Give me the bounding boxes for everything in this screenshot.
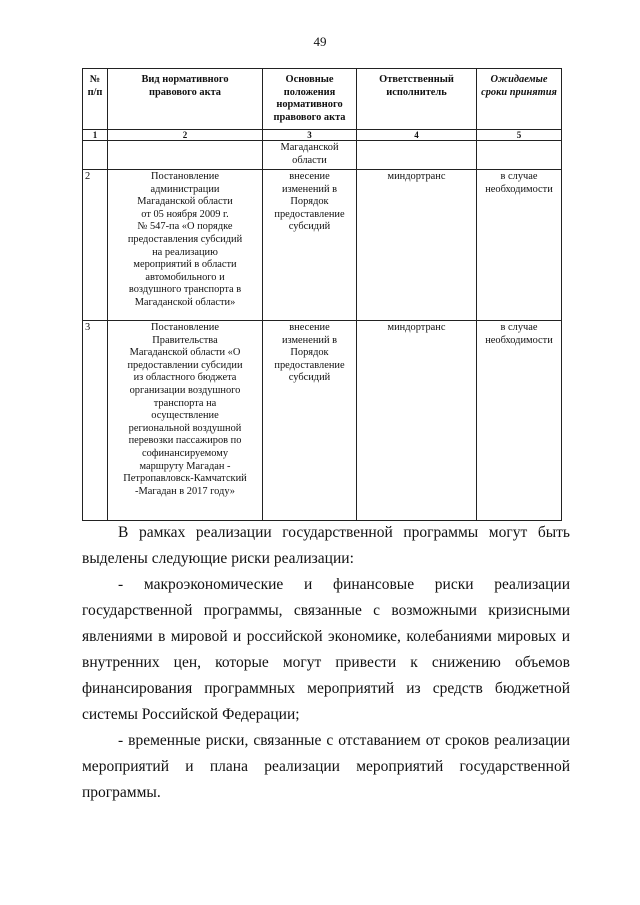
- macro-risks-paragraph: - макроэкономические и финансовые риски реализации государственной программы, связанные с возможными кризисными явлениями в мировой и российской экономике, колебаниями мировых и внутренних цен, которые могут привести к снижению объемов финансирования программных мероприятий из средств бюджетной системы Российской Федерации;: [82, 576, 570, 723]
- provisions-cell: внесение изменений в Порядок предоставление субсидий: [263, 321, 357, 521]
- risks-intro-paragraph: В рамках реализации государственной программы могут быть выделены следующие риски реализации:: [82, 524, 570, 567]
- row-number: 3: [83, 321, 108, 521]
- header-expected-terms: Ожидаемые сроки принятия: [477, 69, 562, 130]
- provisions-cell: внесение изменений в Порядок предоставление субсидий: [263, 170, 357, 321]
- column-number: 4: [357, 130, 477, 141]
- term-cell: в случае необходимости: [477, 321, 562, 521]
- header-provisions: Основные положения нормативного правового акта: [263, 69, 357, 130]
- row-number: 2: [83, 170, 108, 321]
- table-row: [83, 321, 562, 521]
- header-act-type: Вид нормативного правового акта: [108, 69, 263, 130]
- row-number: [83, 141, 108, 170]
- header-number: № п/п: [83, 69, 108, 130]
- executor-cell: миндортранс: [357, 321, 477, 521]
- normative-acts-table: [82, 68, 562, 521]
- act-type-cell: [108, 141, 263, 170]
- provisions-cell: Магаданской области: [263, 141, 357, 170]
- act-type-cell: Постановление администрации Магаданской области от 05 ноября 2009 г. № 547-па «О порядке предоставления субсидий на реализацию мероприятий в области автомобильного и воздушного транспорта в Магаданской области»: [108, 170, 263, 321]
- table-row: [83, 170, 562, 321]
- page-number: 49: [313, 34, 327, 49]
- term-cell: [477, 141, 562, 170]
- column-number: 5: [477, 130, 562, 141]
- act-type-cell: Постановление Правительства Магаданской области «О предоставлении субсидии из областного бюджета организации воздушного транспорта на осуществление региональной воздушной перевозки пассажиров по софинансируемому маршруту Магадан - Петропавловск-Камчатский -Магадан в 2017 году»: [108, 321, 263, 521]
- time-risks-paragraph: - временные риски, связанные с отставанием от сроков реализации мероприятий и плана реализации мероприятий государственной программы.: [82, 732, 570, 801]
- column-numbers-row: [83, 130, 562, 141]
- column-number: 1: [83, 130, 108, 141]
- executor-cell: миндортранс: [357, 170, 477, 321]
- column-number: 3: [263, 130, 357, 141]
- table-row: [83, 141, 562, 170]
- term-cell: в случае необходимости: [477, 170, 562, 321]
- table-header-row: [83, 69, 562, 130]
- executor-cell: [357, 141, 477, 170]
- header-executor: Ответственный исполнитель: [357, 69, 477, 130]
- column-number: 2: [108, 130, 263, 141]
